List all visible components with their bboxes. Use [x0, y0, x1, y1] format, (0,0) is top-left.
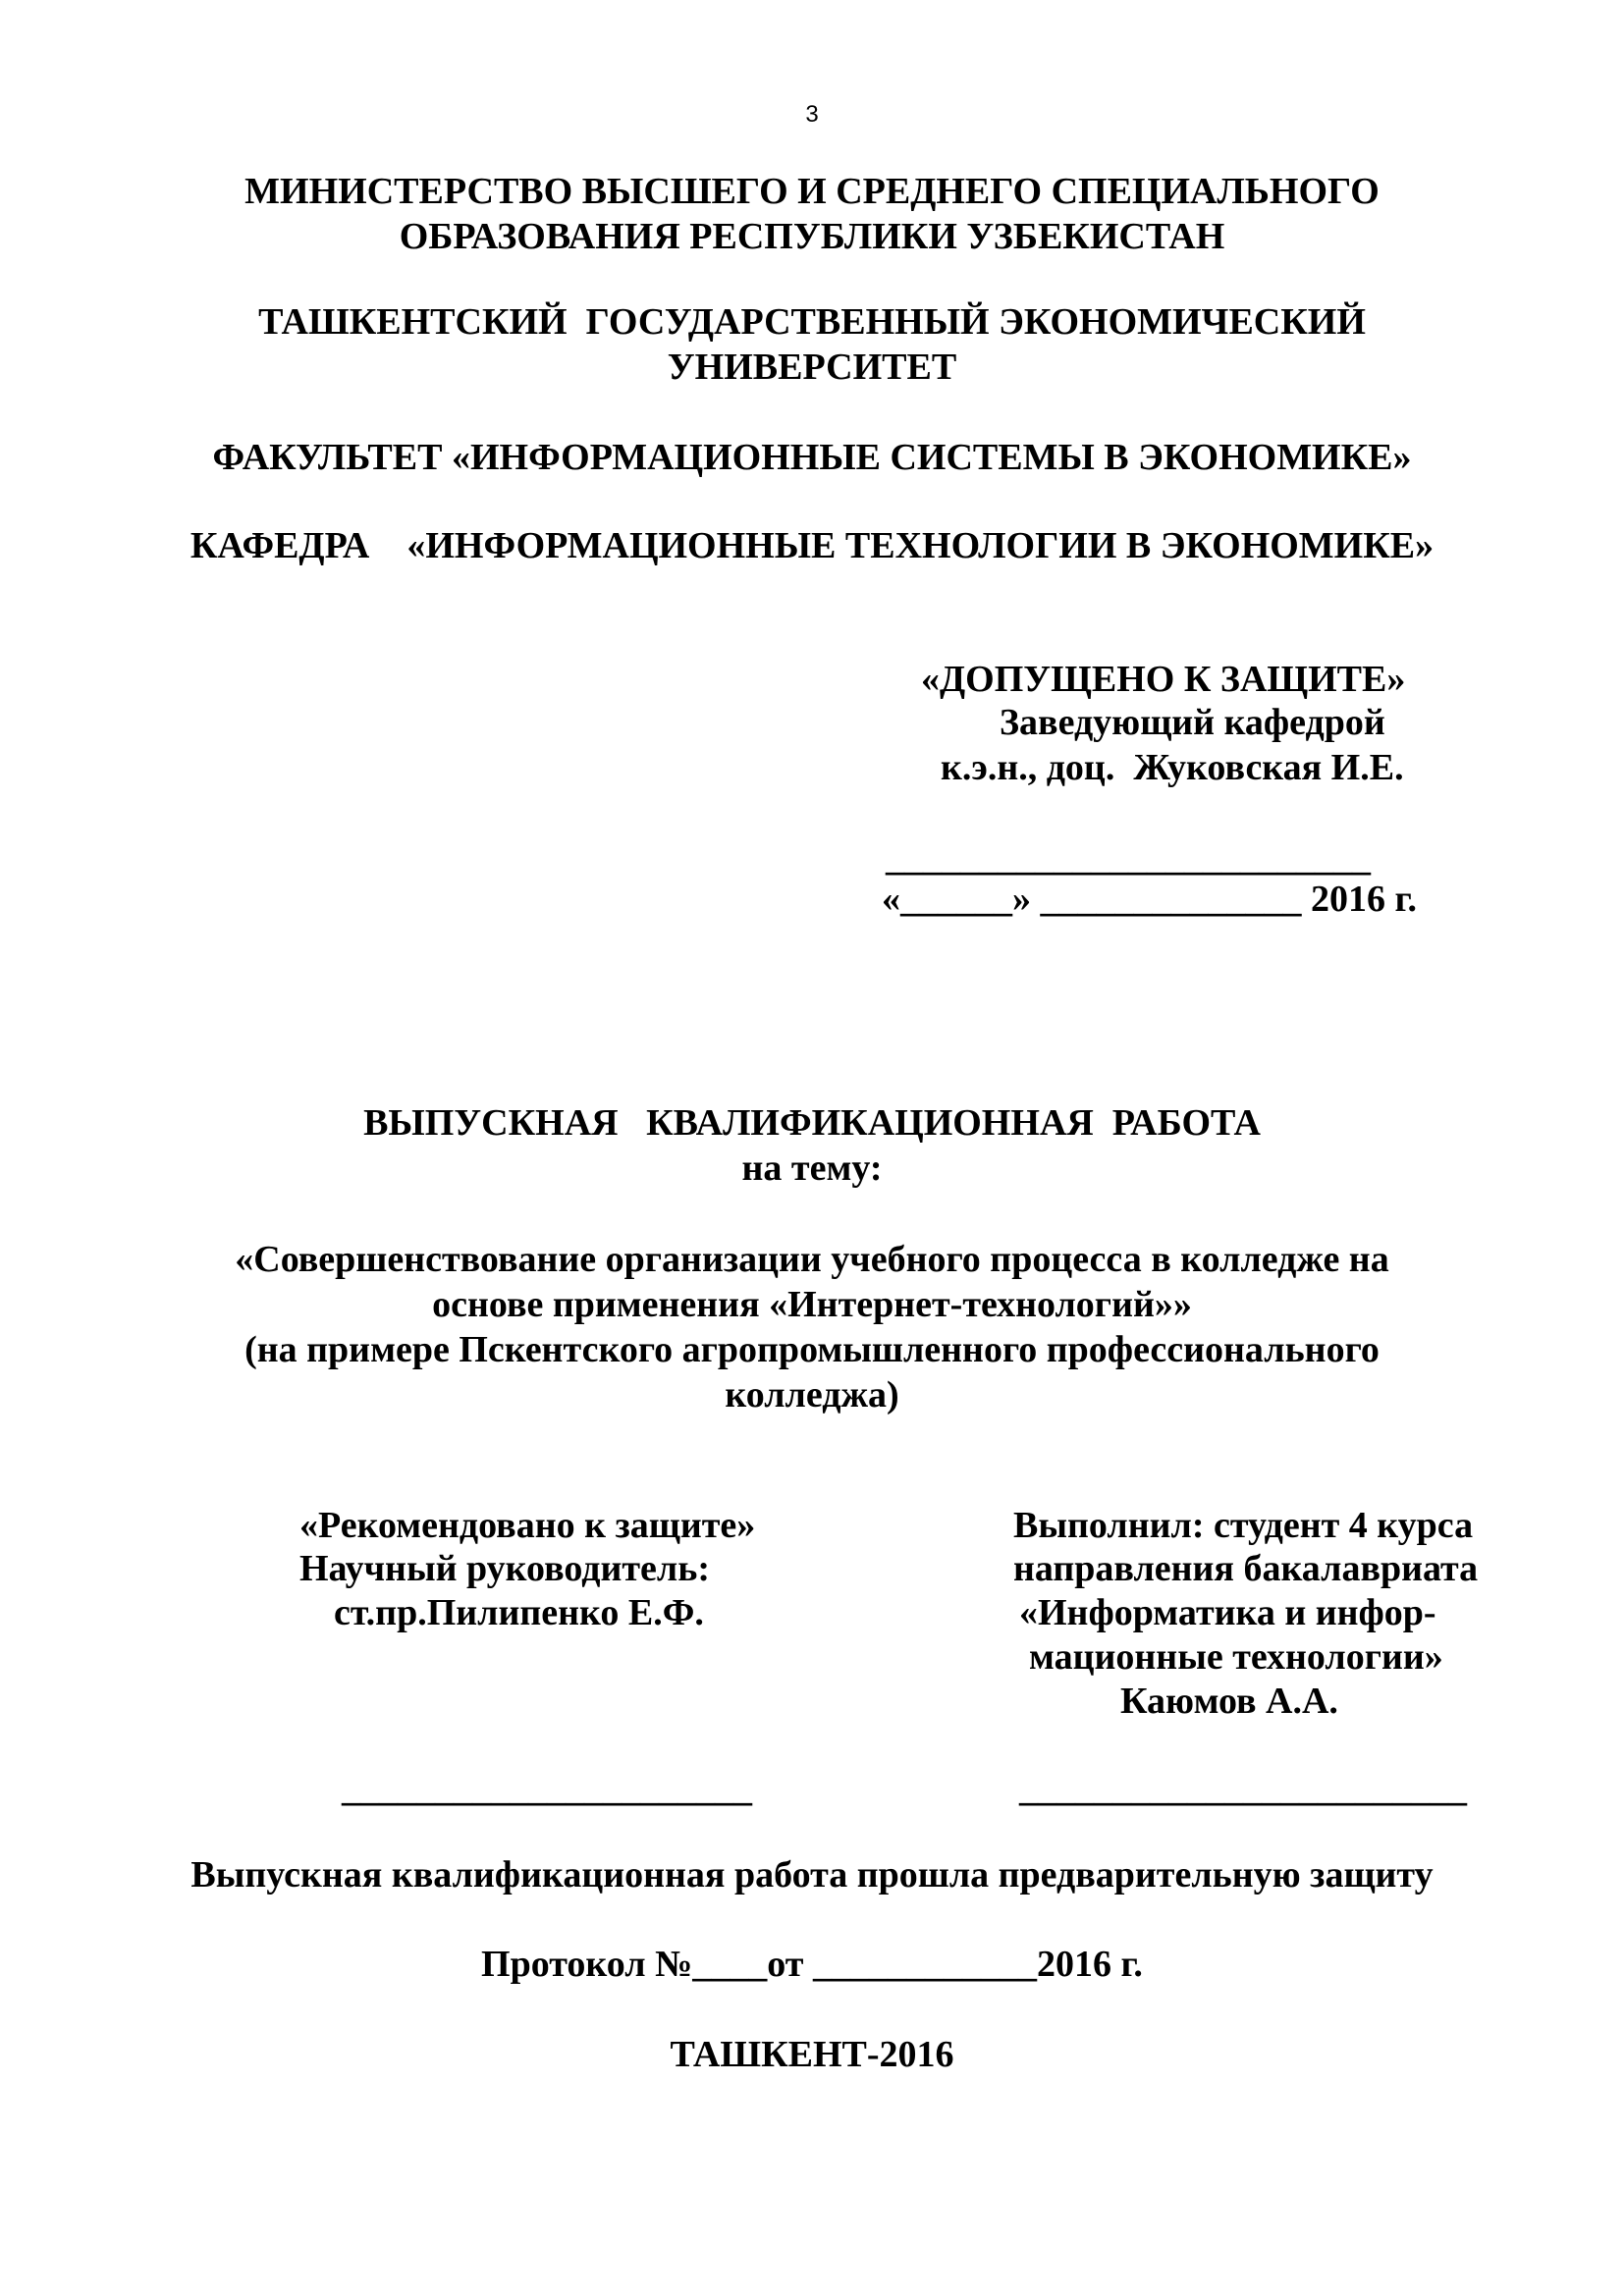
work-title: ВЫПУСКНАЯ КВАЛИФИКАЦИОННАЯ РАБОТА: [363, 1102, 1261, 1144]
faculty-line: ФАКУЛЬТЕТ «ИНФОРМАЦИОННЫЕ СИСТЕМЫ В ЭКОНОМИКЕ»: [212, 437, 1412, 478]
supervisor-recommended: «Рекомендовано к защите»: [299, 1505, 756, 1546]
protocol-block: [0, 1942, 1624, 1987]
student-line-2: направления бакалавриата: [1013, 1548, 1479, 1589]
department-heading: [0, 523, 1624, 568]
supervisor-name: ст.пр.Пилипенко Е.Ф.: [334, 1592, 704, 1633]
department-line: КАФЕДРА «ИНФОРМАЦИОННЫЕ ТЕХНОЛОГИИ В ЭКОНОМИКЕ»: [189, 525, 1435, 566]
topic-line-4: колледжа): [725, 1374, 899, 1415]
student-signature-line: ________________________: [1019, 1768, 1467, 1809]
student-line-4: мационные технологии»: [1029, 1636, 1443, 1678]
student-line-1: Выполнил: студент 4 курса: [1013, 1505, 1474, 1546]
protocol-line: Протокол №____от ____________2016 г.: [481, 1944, 1143, 1985]
student-name: Каюмов А.А.: [1120, 1681, 1338, 1722]
ministry-line-1: МИНИСТЕРСТВО ВЫСШЕГО И СРЕДНЕГО СПЕЦИАЛЬНОГО: [244, 171, 1380, 212]
ministry-heading: [0, 169, 1624, 259]
student-line-3: «Информатика и инфор-: [1019, 1592, 1436, 1633]
pre-defense-line: Выпускная квалификационная работа прошла предварительную защиту: [190, 1854, 1434, 1896]
pre-defense-statement: [0, 1852, 1624, 1897]
approval-head-title: Заведующий кафедрой: [1000, 702, 1385, 743]
supervisor-signature-line: ______________________: [342, 1768, 752, 1809]
approval-signature-line: __________________________: [886, 837, 1371, 879]
university-line-2: УНИВЕРСИТЕТ: [667, 347, 957, 388]
faculty-heading: [0, 435, 1624, 480]
city-year: ТАШКЕНТ-2016: [670, 2034, 954, 2075]
topic-line-1: «Совершенствование организации учебного процесса в колледже на: [235, 1239, 1389, 1280]
city-year-block: [0, 2032, 1624, 2077]
work-subtitle: на тему:: [741, 1148, 883, 1189]
ministry-line-2: ОБРАЗОВАНИЯ РЕСПУБЛИКИ УЗБЕКИСТАН: [399, 216, 1225, 257]
topic-line-3: (на примере Пскентского агропромышленного профессионального: [244, 1329, 1380, 1370]
topic-line-2: основе применения «Интернет-технологий»»: [432, 1284, 1192, 1325]
supervisor-role: Научный руководитель:: [299, 1548, 710, 1589]
university-line-1: ТАШКЕНТСКИЙ ГОСУДАРСТВЕННЫЙ ЭКОНОМИЧЕСКИЙ: [258, 301, 1366, 343]
work-topic: [0, 1237, 1624, 1417]
approval-admitted: «ДОПУЩЕНО К ЗАЩИТЕ»: [921, 659, 1406, 700]
page-number: 3: [805, 101, 819, 128]
approval-head-name: к.э.н., доц. Жуковская И.Е.: [941, 747, 1404, 788]
work-title-block: [0, 1100, 1624, 1191]
approval-date-line: «______» ______________ 2016 г.: [882, 879, 1417, 920]
university-heading: [0, 299, 1624, 390]
